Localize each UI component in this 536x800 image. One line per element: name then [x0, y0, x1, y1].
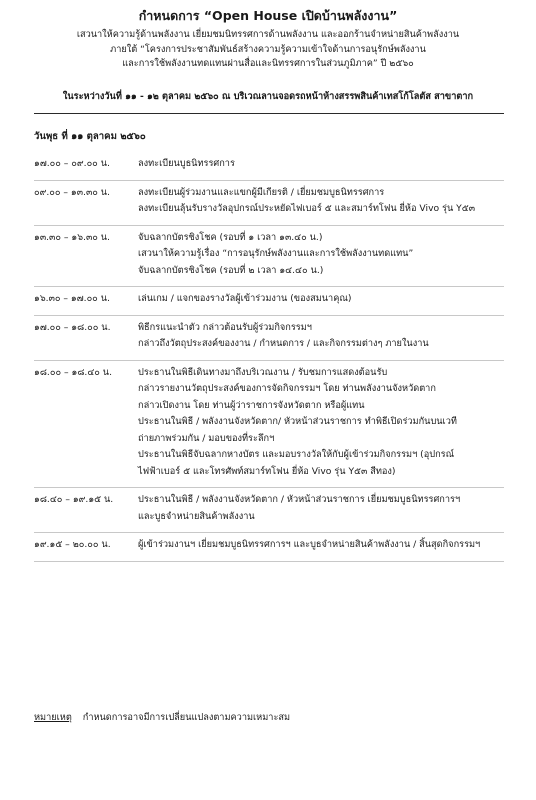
- intro-block: [0, 28, 536, 72]
- schedule-activities: [138, 492, 504, 525]
- schedule-time: ๑๘.๔๐ – ๑๙.๑๕ น.: [34, 494, 114, 505]
- schedule-activity: ไฟฟ้าเบอร์ ๕ และโทรศัพท์สมาร์ทโฟน ยี่ห้อ Vivo รุ่น Y๕๓ สีทอง): [138, 465, 396, 477]
- intro-line: และการใช้พลังงานทดแทนผ่านสื่อและนิทรรศการในส่วนภูมิภาค” ปี ๒๕๖๐: [122, 58, 414, 69]
- schedule-activity: กล่าวรายงานวัตถุประสงค์ของการจัดกิจกรรมฯ โดย ท่านพลังงานจังหวัดตาก: [138, 383, 436, 394]
- document-title: กำหนดการ “Open House เปิดบ้านพลังงาน”: [138, 8, 398, 23]
- schedule-activity: ประธานในพิธีจับฉลากหางบัตร และมอบรางวัลให้กับผู้เข้าร่วมกิจกรรมฯ (อุปกรณ์: [138, 449, 455, 460]
- schedule-activity: จับฉลากบัตรชิงโชค (รอบที่ ๒ เวลา ๑๔.๔๐ น.): [138, 264, 324, 276]
- intro-line: ภายใต้ “โครงการประชาสัมพันธ์สร้างความรู้ความเข้าใจด้านการอนุรักษ์พลังงาน: [110, 43, 426, 55]
- row-divider: [34, 487, 504, 488]
- row-divider: [34, 532, 504, 533]
- schedule-activity: ถ่ายภาพร่วมกัน / มอบของที่ระลึกฯ: [138, 432, 275, 444]
- event-date-location: ในระหว่างวันที่ ๑๑ - ๑๒ ตุลาคม ๒๕๖๐ ณ บริเวณลานจอดรถหน้าห้างสรรพสินค้าเทสโก้โลตัส สาขาตาก: [62, 91, 474, 102]
- row-divider: [34, 225, 504, 226]
- schedule-activities: [138, 230, 504, 280]
- schedule-time: ๑๗.๐๐ – ๐๙.๐๐ น.: [34, 158, 110, 169]
- schedule-activity: ลงทะเบียนผู้ร่วมงานและแขกผู้มีเกียรติ / เยี่ยมชมบูธนิทรรศการ: [138, 186, 385, 198]
- header-divider: [34, 113, 504, 114]
- schedule-activity: กล่าวถึงวัตถุประสงค์ของงาน / กำหนดการ / และกิจกรรมต่างๆ ภายในงาน: [138, 338, 429, 349]
- schedule-row: [34, 492, 504, 537]
- schedule-time: ๑๖.๓๐ – ๑๗.๐๐ น.: [34, 293, 110, 304]
- row-divider: [34, 360, 504, 361]
- schedule-activity: จับฉลากบัตรชิงโชค (รอบที่ ๑ เวลา ๑๓.๔๐ น.): [138, 231, 323, 243]
- note: [34, 711, 290, 725]
- schedule-row: [34, 230, 504, 292]
- schedule-activities: [138, 365, 504, 481]
- row-divider: [34, 315, 504, 316]
- schedule-table: [34, 156, 504, 566]
- intro-line: เสวนาให้ความรู้ด้านพลังงาน เยี่ยมชมนิทรรศการด้านพลังงาน และออกร้านจำหน่ายสินค้าพลังงาน: [76, 29, 460, 40]
- day-heading: วันพุธ ที่ ๑๑ ตุลาคม ๒๕๖๐: [34, 131, 146, 142]
- schedule-activity: เสวนาให้ความรู้เรื่อง “การอนุรักษ์พลังงานและการใช้พลังงานทดแทน”: [138, 248, 414, 259]
- schedule-row: [34, 185, 504, 230]
- schedule-activity: พิธีกรแนะนำตัว กล่าวต้อนรับผู้ร่วมกิจกรรมฯ: [138, 321, 312, 333]
- schedule-activities: [138, 291, 504, 308]
- schedule-time: ๑๙.๑๕ – ๒๐.๐๐ น.: [34, 539, 111, 550]
- schedule-activity: ลงทะเบียนบูธนิทรรศการ: [138, 158, 235, 169]
- schedule-row: [34, 291, 504, 320]
- note-label: หมายเหตุ: [34, 712, 72, 723]
- schedule-activity: ผู้เข้าร่วมงานฯ เยี่ยมชมบูธนิทรรศการฯ และบูธจำหน่ายสินค้าพลังงาน / สิ้นสุดกิจกรรมฯ: [138, 539, 481, 550]
- schedule-activities: [138, 185, 504, 218]
- row-divider: [34, 561, 504, 562]
- schedule-time: ๑๗.๐๐ – ๑๘.๐๐ น.: [34, 321, 111, 333]
- schedule-time: ๑๓.๓๐ – ๑๖.๓๐ น.: [34, 231, 110, 243]
- schedule-time: ๑๘.๐๐ – ๑๘.๔๐ น.: [34, 366, 113, 378]
- schedule-activity: ลงทะเบียนลุ้นรับรางวัลอุปกรณ์ประหยัดไฟเบอร์ ๕ และสมาร์ทโฟน ยี่ห้อ Vivo รุ่น Y๕๓: [138, 203, 476, 214]
- schedule-row: [34, 156, 504, 185]
- schedule-activities: [138, 156, 504, 173]
- schedule-row: [34, 365, 504, 493]
- schedule-row: [34, 537, 504, 566]
- schedule-time: ๐๙.๐๐ – ๑๓.๓๐ น.: [34, 186, 110, 198]
- schedule-activity: ประธานในพิธีเดินทางมาถึงบริเวณงาน / รับชมการแสดงต้อนรับ: [138, 366, 388, 378]
- row-divider: [34, 286, 504, 287]
- schedule-activity: ประธานในพิธี / พลังงานจังหวัดตาก / หัวหน้าส่วนราชการ เยี่ยมชมบูธนิทรรศการฯ: [138, 494, 461, 505]
- schedule-activity: และบูธจำหน่ายสินค้าพลังงาน: [138, 510, 255, 522]
- schedule-activities: [138, 320, 504, 353]
- schedule-activity: กล่าวเปิดงาน โดย ท่านผู้ว่าราชการจังหวัดตาก หรือผู้แทน: [138, 399, 365, 411]
- note-text: กำหนดการอาจมีการเปลี่ยนแปลงตามความเหมาะสม: [82, 712, 291, 723]
- schedule-row: [34, 320, 504, 365]
- schedule-activity: ประธานในพิธี / พลังงานจังหวัดตาก/ หัวหน้าส่วนราชการ ทำพิธีเปิดร่วมกันบนเวที: [138, 416, 457, 427]
- schedule-activities: [138, 537, 504, 554]
- row-divider: [34, 180, 504, 181]
- schedule-activity: เล่นเกม / แจกของรางวัลผู้เข้าร่วมงาน (ของสมนาคุณ): [138, 293, 352, 304]
